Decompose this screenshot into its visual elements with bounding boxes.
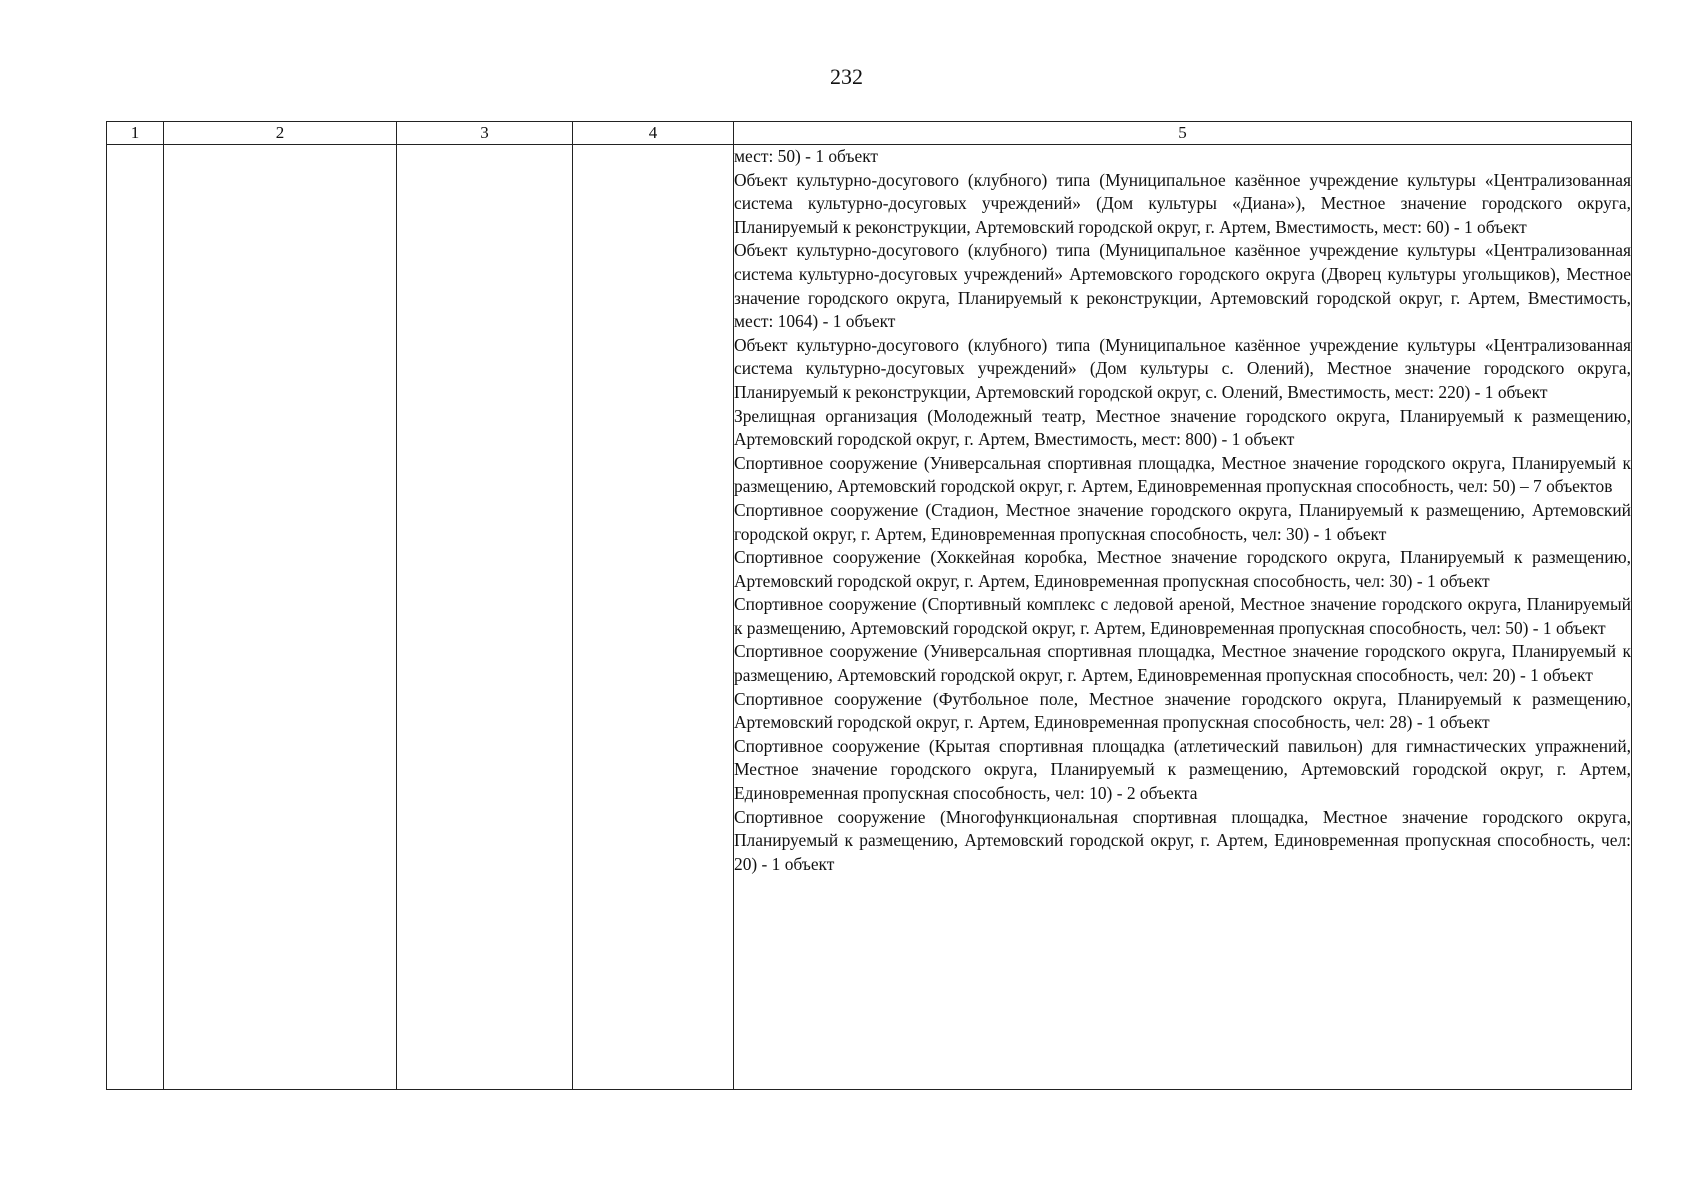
column-header-1: 1 (107, 122, 164, 145)
objects-table (106, 121, 1632, 1090)
cell-col-1 (107, 145, 164, 1090)
entry-text: Спортивное сооружение (Многофункциональная спортивная площадка, Местное значение городского округа, Планируемый к размещению, Артемовский городской округ, г. Артем, Единовременная пропускная способность, чел: 20) - 1 объект (734, 806, 1631, 874)
entry-text: Спортивное сооружение (Универсальная спортивная площадка, Местное значение городского округа, Планируемый к размещению, Артемовский городской округ, г. Артем, Единовременная пропускная способность, чел: 50) – 7 объектов (734, 452, 1631, 497)
entry-text: Объект культурно-досугового (клубного) типа (Муниципальное казённое учреждение культуры «Централизованная система культурно-досуговых учреждений» Артемовского городского округа (Дворец культуры угольщиков), Местное значение городского округа, Планируемый к реконструкции, Артемовский городской округ, г. Артем, Вместимость, мест: 1064) - 1 объект (734, 240, 1631, 332)
cell-col-3 (397, 145, 573, 1090)
column-header-3: 3 (397, 122, 573, 145)
entry-text: Спортивное сооружение (Универсальная спортивная площадка, Местное значение городского округа, Планируемый к размещению, Артемовский городской округ, г. Артем, Единовременная пропускная способность, чел: 20) - 1 объект (734, 641, 1631, 686)
column-header-5: 5 (734, 122, 1632, 145)
page-number: 232 (830, 64, 863, 89)
column-number-row (107, 122, 1632, 145)
entry-text: Спортивное сооружение (Футбольное поле, Местное значение городского округа, Планируемый к размещению, Артемовский городской округ, г. Артем, Единовременная пропускная способность, чел: 28) - 1 объект (734, 688, 1631, 733)
entry-text: Спортивное сооружение (Крытая спортивная площадка (атлетический павильон) для гимнастических упражнений, Местное значение городского округа, Планируемый к размещению, Артемовский городской округ, г. Артем, Единовременная пропускная способность, чел: 10) - 2 объекта (734, 735, 1631, 804)
cell-col-4 (573, 145, 734, 1090)
entry-text: Спортивное сооружение (Хоккейная коробка, Местное значение городского округа, Планируемый к размещению, Артемовский городской округ, г. Артем, Единовременная пропускная способность, чел: 30) - 1 объект (734, 547, 1631, 591)
column-header-2: 2 (164, 122, 397, 145)
entry-text: Зрелищная организация (Молодежный театр, Местное значение городского округа, Планируемый к размещению, Артемовский городской округ, г. Артем, Вместимость, мест: 800) - 1 объект (734, 405, 1631, 450)
entry-text: мест: 50) - 1 объект (734, 146, 879, 166)
table-row (107, 145, 1632, 1090)
entry-text: Объект культурно-досугового (клубного) типа (Муниципальное казённое учреждение культуры «Централизованная система культурно-досуговых учреждений» (Дом культуры «Диана»), Местное значение городского округа, Планируемый к реконструкции, Артемовский городской округ, г. Артем, Вместимость, мест: 60) - 1 объект (734, 169, 1631, 237)
cell-col-2 (164, 145, 397, 1090)
cell-col-5 (734, 145, 1632, 1090)
entry-text: Спортивное сооружение (Стадион, Местное значение городского округа, Планируемый к размещению, Артемовский городской округ, г. Артем, Единовременная пропускная способность, чел: 30) - 1 объект (734, 499, 1631, 544)
column-header-4: 4 (573, 122, 734, 145)
entry-text: Спортивное сооружение (Спортивный комплекс с ледовой ареной, Местное значение городского округа, Планируемый к размещению, Артемовский городской округ, г. Артем, Единовременная пропускная способность, чел: 50) - 1 объект (734, 594, 1631, 638)
entry-text: Объект культурно-досугового (клубного) типа (Муниципальное казённое учреждение культуры «Централизованная система культурно-досуговых учреждений» (Дом культуры с. Олений), Местное значение городского округа, Планируемый к реконструкции, Артемовский городской округ, с. Олений, Вместимость, мест: 220) - 1 объект (734, 334, 1631, 402)
